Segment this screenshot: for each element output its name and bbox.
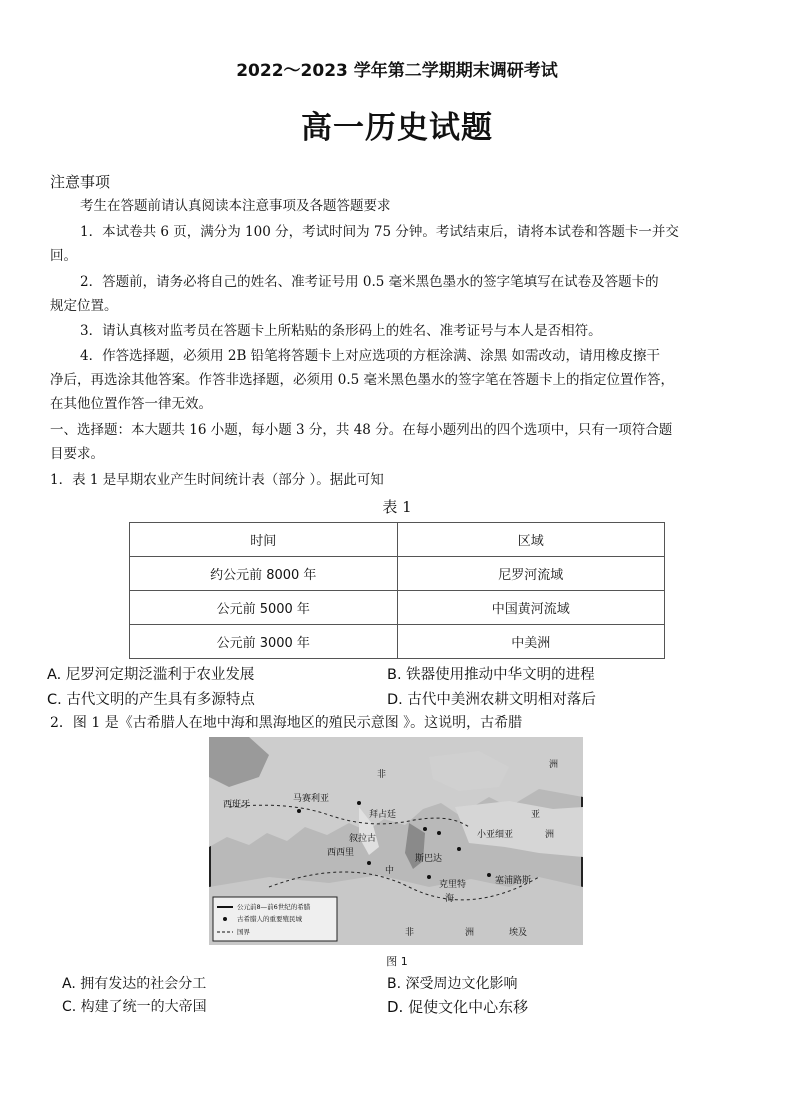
map-label-crete: 克里特 xyxy=(439,880,467,890)
q2-option-a: A. 拥有发达的社会分工 xyxy=(62,976,207,992)
map-label-asia-minor: 小亚细亚 xyxy=(477,830,514,840)
map-label-europe-a: 非 xyxy=(377,770,387,780)
question-1-stem: 1．表 1 是早期农业产生时间统计表（部分 ）。据此可知 xyxy=(50,472,384,488)
table-cell-region: 中美洲 xyxy=(397,625,665,659)
table-row xyxy=(130,557,665,591)
colonization-map xyxy=(209,737,583,945)
q2-option-c: C. 构建了统一的大帝国 xyxy=(62,999,207,1015)
page-title: 高一历史试题 xyxy=(301,110,493,146)
table-caption: 表 1 xyxy=(382,498,412,516)
q1-option-b: B. 铁器使用推动中华文明的进程 xyxy=(387,667,595,683)
map-label-byzantium: 拜占廷 xyxy=(369,810,397,820)
q1-option-d: D. 古代中美洲农耕文明相对落后 xyxy=(387,692,596,708)
notes-heading: 注意事项 xyxy=(50,173,111,191)
table-cell-region: 中国黄河流域 xyxy=(397,591,665,625)
question-2-stem: 2．图 1 是《古希腊人在地中海和黑海地区的殖民示意图 》。这说明，古希腊 xyxy=(50,715,523,731)
legend-item-2: 古希腊人的重要殖民城 xyxy=(237,915,302,923)
map-label-africa-a: 非 xyxy=(405,928,415,938)
notes-intro: 考生在答题前请认真阅读本注意事项及各题答题要求 xyxy=(80,198,391,214)
notes-item-3: 3．请认真核对监考员在答题卡上所粘贴的条形码上的姓名、准考证号与本人是否相符。 xyxy=(80,323,602,339)
exam-header: 2022～2023 学年第二学期期末调研考试 xyxy=(236,61,558,81)
notes-item-2: 2．答题前，请务必将自己的姓名、准考证号用 0.5 毫米黑色墨水的签字笔填写在试卷及答题卡的 xyxy=(80,274,659,290)
table-cell-time: 约公元前 8000 年 xyxy=(130,557,398,591)
map-label-asia-b: 洲 xyxy=(545,830,555,840)
map-label-asia-a: 亚 xyxy=(531,810,541,820)
map-label-egypt: 埃及 xyxy=(509,928,528,938)
legend-item-3: 国界 xyxy=(237,928,250,936)
table-cell-time: 公元前 3000 年 xyxy=(130,625,398,659)
map-label-massalia: 马赛利亚 xyxy=(293,794,330,804)
notes-item-4-cont2: 在其他位置作答一律无效。 xyxy=(50,396,212,412)
map-label-sicily: 西西里 xyxy=(327,848,355,858)
map-label-sparta: 斯巴达 xyxy=(415,854,443,864)
table-header-time: 时间 xyxy=(130,523,398,557)
table-row xyxy=(130,625,665,659)
table-row xyxy=(130,591,665,625)
notes-item-2-cont: 规定位置。 xyxy=(50,298,118,314)
map-label-syracuse: 叙拉古 xyxy=(349,834,377,844)
agriculture-table xyxy=(129,522,665,659)
map-label-europe-b: 洲 xyxy=(549,760,559,770)
figure-caption: 图 1 xyxy=(386,955,408,968)
map-label-sea-a: 中 xyxy=(385,866,395,876)
map-label-sea-b: 海 xyxy=(445,894,455,904)
map-label-cyprus: 塞浦路斯 xyxy=(495,876,532,886)
q1-option-a: A. 尼罗河定期泛滥利于农业发展 xyxy=(47,667,255,683)
table-header-row xyxy=(130,523,665,557)
map-label-africa-b: 洲 xyxy=(465,928,475,938)
q1-option-c: C. 古代文明的产生具有多源特点 xyxy=(47,692,255,708)
q2-option-d: D. 促使文化中心东移 xyxy=(387,998,529,1016)
notes-item-4: 4．作答选择题，必须用 2B 铅笔将答题卡上对应选项的方框涂满、涂黑 如需改动，请用橡皮擦干 xyxy=(80,348,660,364)
table-cell-time: 公元前 5000 年 xyxy=(130,591,398,625)
map-label-spain: 西班牙 xyxy=(223,800,251,810)
q2-option-b: B. 深受周边文化影响 xyxy=(387,976,518,992)
notes-item-1-cont: 回。 xyxy=(50,248,77,264)
notes-item-4-cont1: 净后，再选涂其他答案。作答非选择题，必须用 0.5 毫米黑色墨水的签字笔在答题卡上的指定位置作答， xyxy=(50,372,675,388)
table-header-region: 区域 xyxy=(397,523,665,557)
section-heading-cont: 目要求。 xyxy=(50,446,104,462)
table-cell-region: 尼罗河流域 xyxy=(397,557,665,591)
section-heading: 一、选择题：本大题共 16 小题，每小题 3 分，共 48 分。在每小题列出的四个选项中，只有一项符合题 xyxy=(50,422,673,438)
notes-item-1: 1．本试卷共 6 页，满分为 100 分，考试时间为 75 分钟。考试结束后，请将本试卷和答题卡一并交 xyxy=(80,224,679,240)
legend-item-1: 公元前8—前6世纪的希腊 xyxy=(237,903,311,911)
